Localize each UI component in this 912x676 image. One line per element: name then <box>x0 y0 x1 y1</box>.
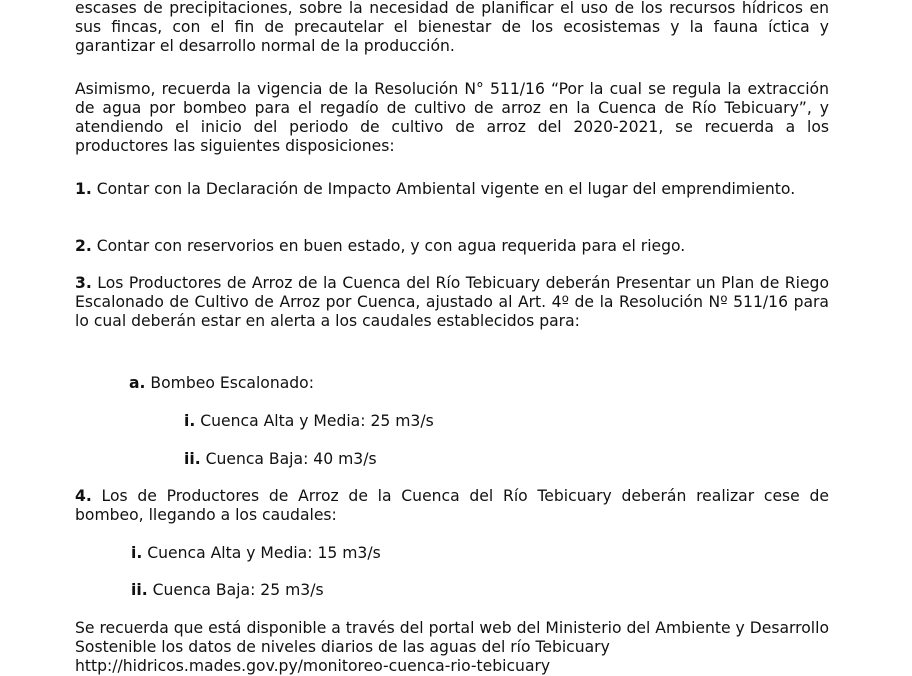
item-4-sub-ii-number: ii. <box>131 581 148 599</box>
item-4-sub-ii <box>131 581 324 600</box>
item-2-text: Contar con reservorios en buen estado, y con agua requerida para el riego. <box>96 237 686 255</box>
item-3-sub-ii-number: ii. <box>184 450 201 468</box>
monitoring-url-link[interactable]: http://hidricos.mades.gov.py/monitoreo-cuenca-rio-tebicuary <box>75 657 551 675</box>
item-4-sub-ii-text: Cuenca Baja: 25 m3/s <box>152 581 324 599</box>
item-3-sub-i-number: i. <box>184 412 196 430</box>
item-2 <box>75 237 829 256</box>
item-3 <box>75 274 829 331</box>
item-3-sub-ii <box>184 450 377 469</box>
item-1-number: 1. <box>75 180 92 198</box>
resolution-paragraph: Asimismo, recuerda la vigencia de la Resolución N° 511/16 “Por la cual se regula la extracción de agua por bombeo para el regadío de cultivo de arroz en la Cuenca de Río Tebicuary”, y atendiendo el inicio del periodo de cultivo de arroz del 2020-2021, se recuerda a los productores las siguientes disposiciones: <box>75 80 829 155</box>
item-3-text: Los Productores de Arroz de la Cuenca del Río Tebicuary deberán Presentar un Plan de Riego Escalonado de Cultivo de Arroz por Cuenca, ajustado al Art. 4º de la Resolución Nº 511/16 para lo cual deberán estar en alerta a los caudales establecidos para: <box>75 274 829 330</box>
item-1-text: Contar con la Declaración de Impacto Ambiental vigente en el lugar del emprendimiento. <box>96 180 796 198</box>
item-3-sub-i <box>184 412 434 431</box>
item-3-sub-a-letter: a. <box>129 374 146 392</box>
item-3-number: 3. <box>75 274 92 292</box>
item-4-sub-i-number: i. <box>131 544 143 562</box>
intro-paragraph: escases de precipitaciones, sobre la necesidad de planificar el uso de los recursos hídricos en sus fincas, con el fin de precautelar el bienestar de los ecosistemas y la fauna íctica y garantizar el desarrollo normal de la producción. <box>75 0 829 55</box>
item-3-sub-a <box>129 374 314 393</box>
item-1 <box>75 180 829 199</box>
item-2-number: 2. <box>75 237 92 255</box>
item-4-text: Los de Productores de Arroz de la Cuenca del Río Tebicuary deberán realizar cese de bombeo, llegando a los caudales: <box>75 487 829 524</box>
item-3-sub-ii-text: Cuenca Baja: 40 m3/s <box>205 450 377 468</box>
item-3-sub-a-text: Bombeo Escalonado: <box>150 374 314 392</box>
item-4-sub-i-text: Cuenca Alta y Media: 15 m3/s <box>147 544 381 562</box>
closing-paragraph: Se recuerda que está disponible a través del portal web del Ministerio del Ambiente y Desarrollo Sostenible los datos de niveles diarios de las aguas del río Tebicuary <box>75 619 829 656</box>
item-4-sub-i <box>131 544 381 563</box>
item-3-sub-i-text: Cuenca Alta y Media: 25 m3/s <box>200 412 434 430</box>
item-4-number: 4. <box>75 487 92 505</box>
item-4 <box>75 487 829 525</box>
